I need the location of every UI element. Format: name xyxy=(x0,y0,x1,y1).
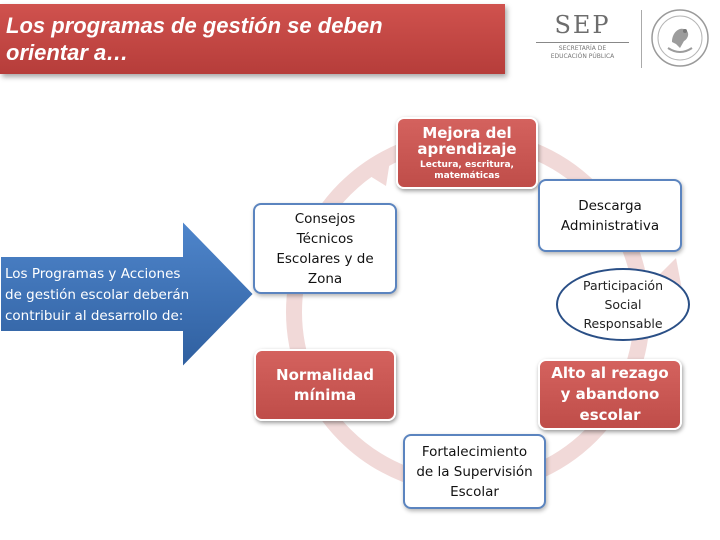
sep-logo-sub-2: EDUCACIÓN PÚBLICA xyxy=(550,53,615,60)
descarga-line-1: Descarga xyxy=(578,197,642,214)
box-consejos-tecnicos xyxy=(253,203,397,294)
alto-line-1: Alto al rezago xyxy=(551,364,669,382)
title-line-1: Los programas de gestión se deben xyxy=(6,13,383,38)
participacion-line-1: Participación xyxy=(582,278,663,293)
box-fortalecimiento-supervision xyxy=(403,434,546,509)
mejora-subtitle-1: Lectura, escritura, xyxy=(420,159,514,170)
ellipse-participacion-social xyxy=(556,268,690,341)
alto-line-3: escolar xyxy=(579,406,641,424)
goal-arrow xyxy=(0,218,258,370)
sep-logo-sub-1: SECRETARÍA DE xyxy=(558,45,607,52)
sep-logo-name: SEP xyxy=(554,11,611,39)
consejos-line-4: Zona xyxy=(307,270,343,287)
mejora-title-1: Mejora del xyxy=(422,123,512,142)
participacion-line-3: Responsable xyxy=(583,316,663,331)
alto-line-2: y abandono xyxy=(560,385,660,403)
fortalecimiento-line-2: de la Supervisión xyxy=(416,463,533,480)
box-alto-rezago xyxy=(538,359,682,430)
normalidad-line-1: Normalidad xyxy=(276,366,374,384)
title-line-2: orientar a… xyxy=(6,40,129,65)
box-mejora-aprendizaje xyxy=(396,117,538,189)
mejora-subtitle-2: matemáticas xyxy=(434,170,500,181)
participacion-line-2: Social xyxy=(604,297,642,312)
fortalecimiento-line-3: Escolar xyxy=(450,483,499,500)
box-descarga-administrativa xyxy=(538,179,682,252)
consejos-line-2: Técnicos xyxy=(296,230,354,247)
fortalecimiento-line-1: Fortalecimiento xyxy=(421,443,528,460)
arrow-line-1: Los Programas y Acciones xyxy=(5,266,181,282)
descarga-line-2: Administrativa xyxy=(560,217,660,234)
box-normalidad-minima xyxy=(254,349,396,421)
consejos-line-3: Escolares y de xyxy=(276,250,374,267)
arrow-text xyxy=(5,264,210,327)
arrow-line-3: contribuir al desarrollo de: xyxy=(5,308,184,324)
mejora-title-2: aprendizaje xyxy=(417,139,517,158)
consejos-line-1: Consejos xyxy=(294,210,356,227)
arrow-line-2: de gestión escolar deberán xyxy=(5,287,190,303)
normalidad-line-2: mínima xyxy=(293,386,357,404)
